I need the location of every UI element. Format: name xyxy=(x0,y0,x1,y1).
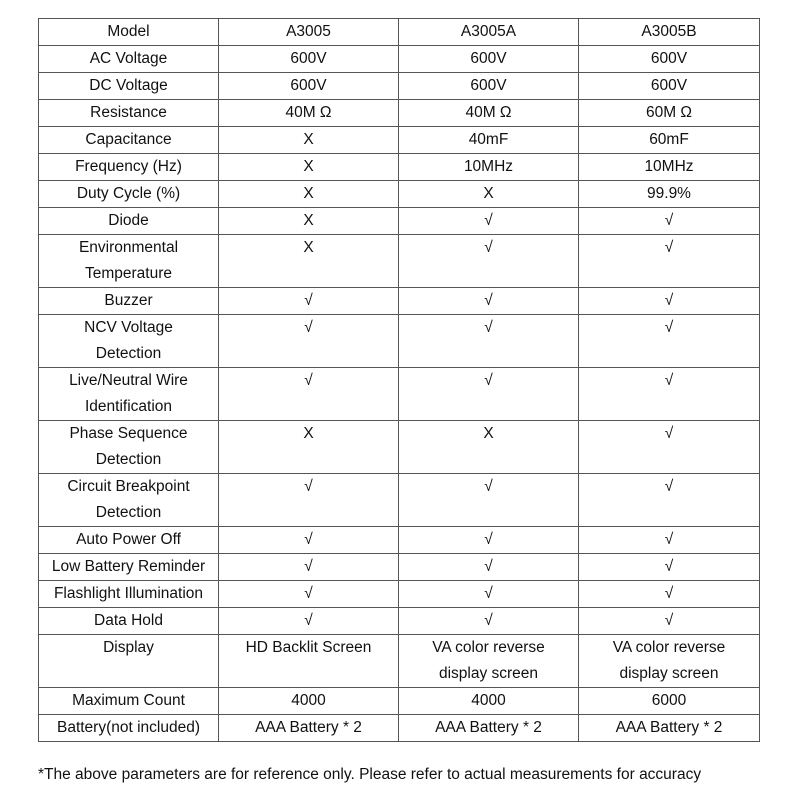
table-cell-a3005a xyxy=(399,608,579,635)
cell-text: Phase Sequence xyxy=(69,425,188,442)
table-cell-a3005b xyxy=(579,581,760,608)
table-cell-label xyxy=(39,127,219,154)
table-row xyxy=(39,368,760,421)
cell-text: √ xyxy=(664,558,674,575)
table-row xyxy=(39,100,760,127)
cell-text: √ xyxy=(664,478,674,495)
table-row xyxy=(39,235,760,288)
table-cell-a3005a xyxy=(399,715,579,742)
cell-text: VA color reverse xyxy=(612,639,726,656)
cell-text: Diode xyxy=(108,212,149,229)
table-row xyxy=(39,715,760,742)
table-cell-a3005a xyxy=(399,154,579,181)
table-cell-a3005a xyxy=(399,368,579,421)
cell-text: √ xyxy=(664,212,674,229)
table-cell-label xyxy=(39,581,219,608)
cell-text: √ xyxy=(304,612,313,629)
table-cell-label xyxy=(39,527,219,554)
cell-text: Identification xyxy=(84,398,173,415)
cell-text: Flashlight Illumination xyxy=(53,585,204,602)
cell-text: Environmental xyxy=(78,239,179,256)
cell-text: X xyxy=(303,212,314,229)
header-a3005: A3005 xyxy=(219,19,399,46)
table-cell-a3005b xyxy=(579,127,760,154)
table-cell-a3005 xyxy=(219,581,399,608)
table-cell-a3005b xyxy=(579,688,760,715)
table-cell-a3005 xyxy=(219,181,399,208)
cell-text: 40mF xyxy=(468,131,509,148)
table-cell-a3005b xyxy=(579,288,760,315)
cell-text: Live/Neutral Wire xyxy=(69,372,188,389)
table-cell-a3005b xyxy=(579,181,760,208)
table-cell-a3005 xyxy=(219,315,399,368)
header-a3005b: A3005B xyxy=(579,19,760,46)
table-cell-a3005 xyxy=(219,635,399,688)
cell-text: DC Voltage xyxy=(89,77,168,94)
cell-text: Battery(not included) xyxy=(56,719,201,736)
cell-text: 6000 xyxy=(651,692,687,709)
cell-text: Duty Cycle (%) xyxy=(76,185,181,202)
table-cell-a3005a xyxy=(399,235,579,288)
cell-text: Circuit Breakpoint xyxy=(67,478,190,495)
cell-text: √ xyxy=(484,319,493,336)
table-cell-a3005b xyxy=(579,421,760,474)
cell-text: √ xyxy=(664,585,674,602)
table-row xyxy=(39,127,760,154)
table-cell-a3005b xyxy=(579,73,760,100)
cell-text: 600V xyxy=(290,50,327,67)
table-row xyxy=(39,208,760,235)
cell-text: Maximum Count xyxy=(72,692,185,709)
table-cell-a3005a xyxy=(399,635,579,688)
table-cell-a3005a xyxy=(399,554,579,581)
table-cell-label xyxy=(39,288,219,315)
cell-text: √ xyxy=(664,425,674,442)
table-row xyxy=(39,554,760,581)
table-cell-a3005a xyxy=(399,474,579,527)
cell-text: √ xyxy=(664,319,674,336)
cell-text: 10MHz xyxy=(463,158,514,175)
cell-text: √ xyxy=(484,239,493,256)
table-cell-label xyxy=(39,421,219,474)
table-cell-a3005b xyxy=(579,46,760,73)
cell-text: √ xyxy=(304,478,313,495)
table-row xyxy=(39,635,760,688)
cell-text: √ xyxy=(664,372,674,389)
table-cell-a3005 xyxy=(219,554,399,581)
table-row xyxy=(39,474,760,527)
table-cell-a3005b xyxy=(579,100,760,127)
cell-text: X xyxy=(303,131,314,148)
cell-text: display screen xyxy=(438,665,539,682)
table-row xyxy=(39,608,760,635)
cell-text: 600V xyxy=(470,50,507,67)
table-row xyxy=(39,73,760,100)
spec-table xyxy=(38,18,760,742)
table-cell-label xyxy=(39,181,219,208)
cell-text: 600V xyxy=(470,77,507,94)
table-cell-a3005 xyxy=(219,127,399,154)
table-cell-a3005a xyxy=(399,288,579,315)
cell-text: HD Backlit Screen xyxy=(245,639,372,656)
cell-text: Auto Power Off xyxy=(76,531,181,548)
table-cell-a3005a xyxy=(399,688,579,715)
cell-text: √ xyxy=(664,531,674,548)
cell-text: Frequency (Hz) xyxy=(75,158,182,175)
cell-text: √ xyxy=(304,558,313,575)
table-cell-a3005 xyxy=(219,288,399,315)
table-cell-label xyxy=(39,368,219,421)
table-cell-a3005a xyxy=(399,73,579,100)
table-cell-a3005a xyxy=(399,527,579,554)
cell-text: 10MHz xyxy=(644,158,694,175)
cell-text: Resistance xyxy=(90,104,167,121)
table-cell-a3005b xyxy=(579,554,760,581)
table-cell-a3005a xyxy=(399,127,579,154)
table-cell-a3005 xyxy=(219,154,399,181)
cell-text: X xyxy=(303,185,314,202)
cell-text: Detection xyxy=(95,345,162,362)
table-cell-a3005 xyxy=(219,235,399,288)
cell-text: √ xyxy=(664,612,674,629)
cell-text: Data Hold xyxy=(94,612,163,629)
footnote: *The above parameters are for reference only. Please refer to actual measurements for accuracy xyxy=(38,766,702,783)
table-cell-label xyxy=(39,235,219,288)
cell-text: display screen xyxy=(619,665,719,682)
table-row xyxy=(39,46,760,73)
cell-text: 40M Ω xyxy=(285,104,332,121)
cell-text: Temperature xyxy=(84,265,172,282)
cell-text: √ xyxy=(304,292,313,309)
cell-text: X xyxy=(303,239,314,256)
cell-text: AAA Battery * 2 xyxy=(255,719,362,736)
table-cell-a3005a xyxy=(399,181,579,208)
cell-text: 40M Ω xyxy=(465,104,512,121)
cell-text: 600V xyxy=(650,77,688,94)
cell-text: X xyxy=(303,425,314,442)
cell-text: VA color reverse xyxy=(432,639,545,656)
table-row xyxy=(39,421,760,474)
table-cell-a3005b xyxy=(579,527,760,554)
table-cell-a3005a xyxy=(399,208,579,235)
table-row xyxy=(39,581,760,608)
table-cell-a3005 xyxy=(219,46,399,73)
table-row xyxy=(39,288,760,315)
cell-text: √ xyxy=(484,212,493,229)
cell-text: 4000 xyxy=(471,692,506,709)
cell-text: √ xyxy=(484,612,493,629)
table-cell-a3005b xyxy=(579,635,760,688)
cell-text: Detection xyxy=(95,451,162,468)
header-model: Model xyxy=(39,19,219,46)
spec-table-body xyxy=(39,19,760,742)
table-cell-label xyxy=(39,73,219,100)
cell-text: 4000 xyxy=(291,692,326,709)
table-cell-a3005b xyxy=(579,608,760,635)
cell-text: 600V xyxy=(290,77,327,94)
table-cell-label xyxy=(39,635,219,688)
cell-text: Buzzer xyxy=(104,292,153,309)
table-row xyxy=(39,688,760,715)
cell-text: X xyxy=(483,425,494,442)
cell-text: √ xyxy=(484,372,493,389)
cell-text: 600V xyxy=(650,50,688,67)
cell-text: √ xyxy=(484,585,493,602)
cell-text: 99.9% xyxy=(647,185,691,202)
table-row xyxy=(39,154,760,181)
cell-text: X xyxy=(483,185,494,202)
cell-text: 60M Ω xyxy=(645,104,693,121)
header-a3005a: A3005A xyxy=(399,19,579,46)
table-cell-label xyxy=(39,100,219,127)
table-cell-label xyxy=(39,554,219,581)
cell-text: AAA Battery * 2 xyxy=(435,719,542,736)
table-cell-a3005b xyxy=(579,715,760,742)
table-cell-a3005 xyxy=(219,608,399,635)
table-cell-a3005 xyxy=(219,208,399,235)
table-cell-label xyxy=(39,715,219,742)
table-cell-a3005b xyxy=(579,474,760,527)
table-cell-label xyxy=(39,608,219,635)
cell-text: √ xyxy=(484,531,493,548)
cell-text: 60mF xyxy=(649,131,689,148)
table-row xyxy=(39,315,760,368)
table-cell-a3005b xyxy=(579,315,760,368)
cell-text: √ xyxy=(664,292,674,309)
table-cell-a3005 xyxy=(219,368,399,421)
table-cell-a3005a xyxy=(399,581,579,608)
table-cell-a3005b xyxy=(579,235,760,288)
table-cell-a3005 xyxy=(219,474,399,527)
table-cell-a3005 xyxy=(219,688,399,715)
cell-text: Display xyxy=(103,639,154,656)
table-cell-a3005a xyxy=(399,421,579,474)
cell-text: Detection xyxy=(95,504,162,521)
table-cell-a3005b xyxy=(579,154,760,181)
table-cell-a3005 xyxy=(219,715,399,742)
cell-text: √ xyxy=(484,478,493,495)
table-row xyxy=(39,181,760,208)
cell-text: √ xyxy=(484,558,493,575)
cell-text: AC Voltage xyxy=(89,50,168,67)
table-row xyxy=(39,527,760,554)
table-cell-a3005a xyxy=(399,100,579,127)
table-cell-a3005 xyxy=(219,527,399,554)
cell-text: √ xyxy=(304,531,313,548)
table-cell-label xyxy=(39,46,219,73)
table-cell-label xyxy=(39,474,219,527)
table-cell-label xyxy=(39,208,219,235)
table-cell-label xyxy=(39,688,219,715)
cell-text: X xyxy=(303,158,314,175)
cell-text: √ xyxy=(304,319,313,336)
cell-text: √ xyxy=(304,585,313,602)
table-cell-a3005a xyxy=(399,46,579,73)
cell-text: √ xyxy=(484,292,493,309)
table-cell-label xyxy=(39,154,219,181)
cell-text: Capacitance xyxy=(85,131,172,148)
cell-text: √ xyxy=(304,372,313,389)
cell-text: √ xyxy=(664,239,674,256)
table-cell-a3005b xyxy=(579,368,760,421)
cell-text: NCV Voltage xyxy=(84,319,173,336)
table-cell-a3005 xyxy=(219,100,399,127)
table-header-row xyxy=(39,19,760,46)
table-cell-a3005b xyxy=(579,208,760,235)
cell-text: AAA Battery * 2 xyxy=(615,719,723,736)
table-cell-label xyxy=(39,315,219,368)
table-cell-a3005 xyxy=(219,73,399,100)
table-cell-a3005 xyxy=(219,421,399,474)
table-cell-a3005a xyxy=(399,315,579,368)
cell-text: Low Battery Reminder xyxy=(51,558,206,575)
